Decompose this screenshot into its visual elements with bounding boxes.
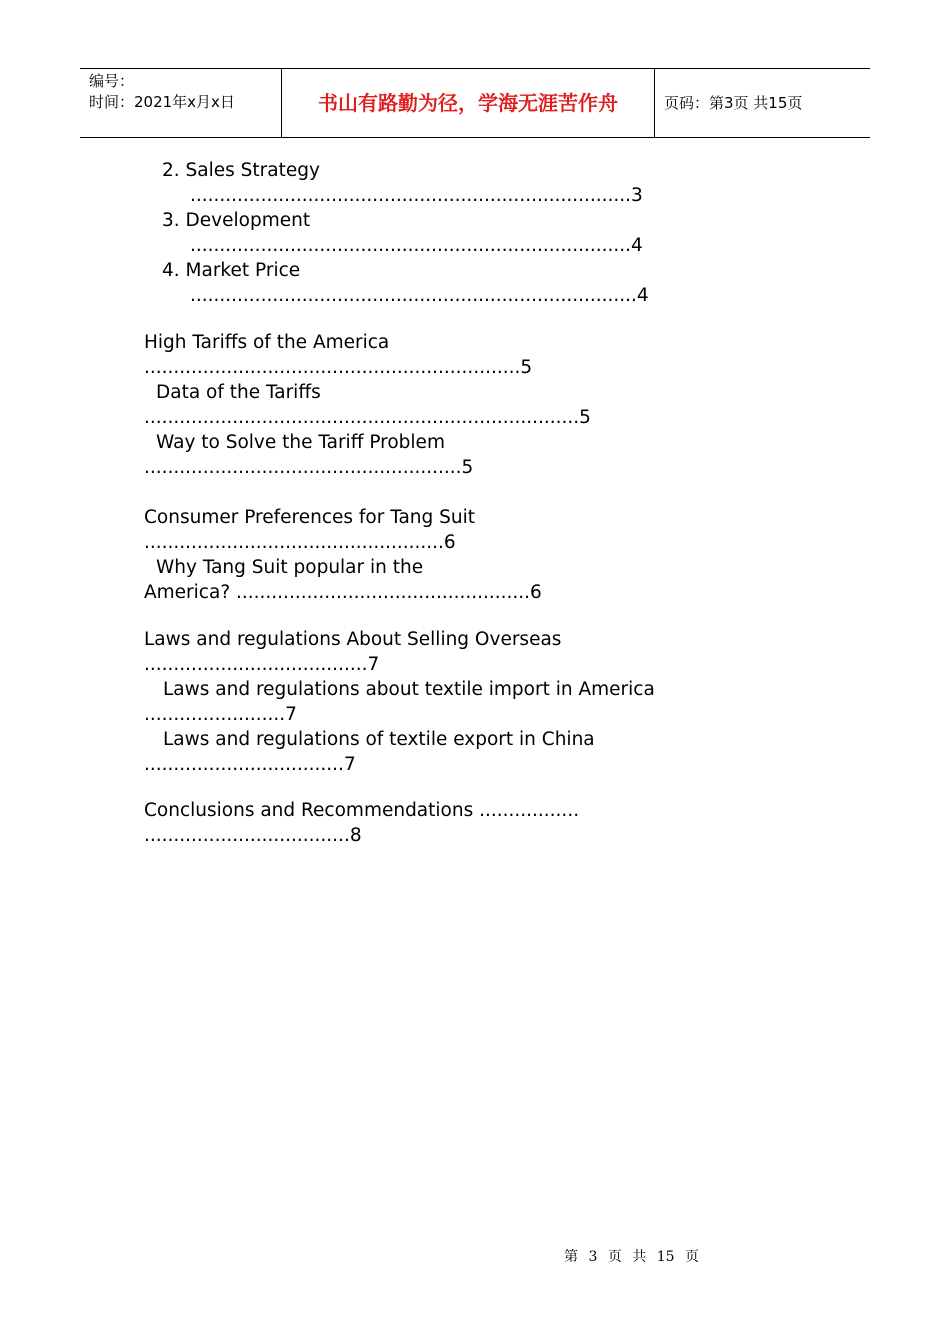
toc-entry[interactable]: Way to Solve the Tariff Problem: [156, 432, 445, 453]
page-footer: [564, 1246, 705, 1266]
toc-entry[interactable]: Why Tang Suit popular in the: [156, 557, 424, 578]
toc-dots: ................................................................5: [144, 357, 533, 378]
footer-text: 共: [632, 1249, 647, 1265]
header-motto: 书山有路勤为径，学海无涯苦作舟: [318, 91, 618, 115]
toc-dots: ............................................................................4: [190, 285, 649, 306]
toc-dots: ...................................................6: [144, 532, 456, 553]
toc-dots: ...................................8: [144, 825, 362, 846]
toc-dots: ...........................................................................4: [190, 235, 643, 256]
toc-dots: ......................................................5: [144, 457, 474, 478]
toc-entry[interactable]: Data of the Tariffs: [156, 382, 321, 403]
toc-dots: ........................7: [144, 704, 297, 725]
toc-entry[interactable]: High Tariffs of the America: [144, 332, 390, 353]
toc-entry[interactable]: Laws and regulations about textile import in America: [163, 679, 655, 700]
toc-dots: ..................................7: [144, 754, 356, 775]
toc-dots: ......................................7: [144, 654, 380, 675]
toc-entry[interactable]: 3. Development: [162, 210, 311, 231]
header-meta: [89, 71, 235, 113]
time-label: 时间：2021年x月x日: [89, 93, 235, 111]
page-header: [80, 68, 870, 138]
toc-entry[interactable]: 4. Market Price: [162, 260, 301, 281]
toc-entry[interactable]: Laws and regulations of textile export in China: [163, 729, 595, 750]
footer-page-number: 3: [588, 1249, 598, 1265]
header-divider: [654, 69, 655, 137]
footer-text: 页: [685, 1249, 700, 1265]
footer-text: 页: [607, 1249, 622, 1265]
toc-dots: ...........................................................................3: [190, 185, 643, 206]
toc-dots: ..........................................................................5: [144, 407, 591, 428]
footer-total-pages: 15: [656, 1249, 675, 1265]
toc-entry[interactable]: Consumer Preferences for Tang Suit: [144, 507, 476, 528]
toc-entry[interactable]: Laws and regulations About Selling Overseas: [144, 629, 562, 650]
footer-text: 第: [564, 1249, 578, 1265]
toc-entry[interactable]: 2. Sales Strategy: [162, 160, 320, 181]
header-page-info: 页码：第3页 共15页: [664, 94, 803, 112]
number-label: 编号：: [89, 72, 135, 90]
toc-entry[interactable]: Conclusions and Recommendations .................: [144, 800, 580, 821]
toc-entry[interactable]: America? ..................................................6: [144, 582, 542, 603]
